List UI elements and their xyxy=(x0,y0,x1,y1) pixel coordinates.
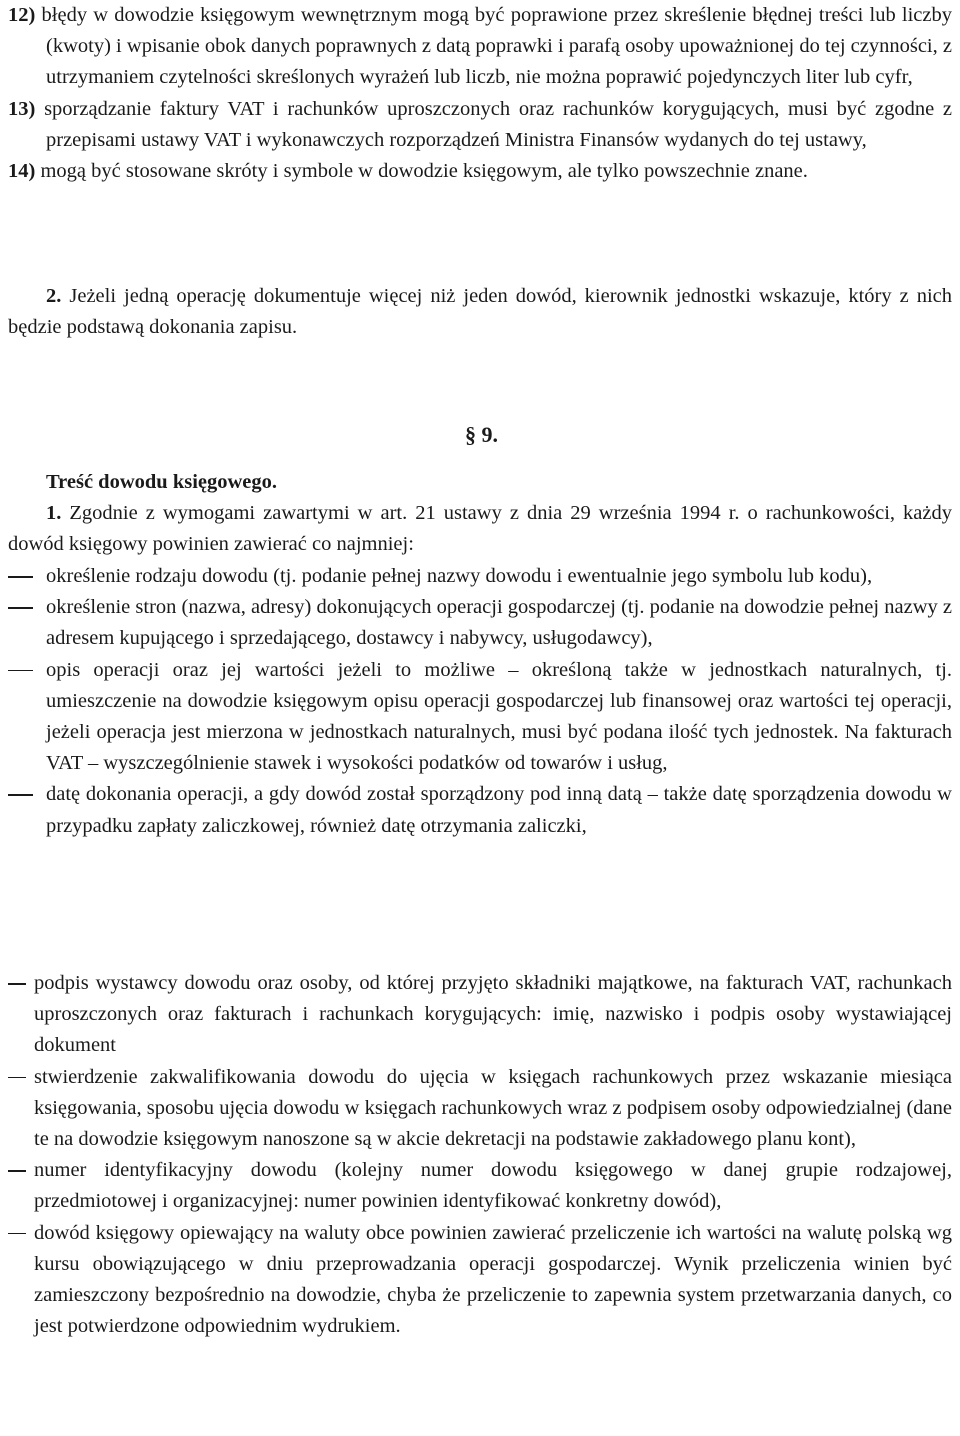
list-item-text: datę dokonania operacji, a gdy dowód został sporządzony pod inną datą – także datę sporządzenia dowodu w przypadku zapłaty zaliczkowej, również datę otrzymania zaliczki, xyxy=(46,783,952,837)
point-2 xyxy=(8,281,952,343)
item-text: sporządzanie faktury VAT i rachunków uproszczonych oraz rachunków korygujących, musi być zgodne z przepisami ustawy VAT i wykonawczych rozporządzeń Ministra Finansów wydanych do tej ustawy, xyxy=(44,97,952,151)
dash-bullet xyxy=(8,607,33,609)
list-item xyxy=(8,1155,952,1217)
list-item-text: podpis wystawcy dowodu oraz osoby, od której przyjęto składniki majątkowe, na fakturach VAT, rachunkach uproszczonych oraz fakturach i rachunkach korygujących: imię, nazwisko i podpis osoby wystawiającej dokument xyxy=(34,972,952,1057)
point-number: 2. xyxy=(46,285,62,307)
item-14 xyxy=(8,156,952,187)
item-number: 12) xyxy=(8,4,36,26)
dash-bullet xyxy=(8,1077,26,1079)
requirements-list-a xyxy=(8,561,952,842)
point-text: Jeżeli jedną operację dokumentuje więcej niż jeden dowód, kierownik jednostki wskazuje, który z nich będzie podstawą dokonania zapisu. xyxy=(8,285,952,339)
list-item xyxy=(8,592,952,654)
dash-bullet xyxy=(8,983,26,985)
list-item-text: stwierdzenie zakwalifikowania dowodu do ujęcia w księgach rachunkowych przez wskazanie miesiąca księgowania, sposobu ujęcia dowodu w księgach rachunkowych wraz z podpisem osoby odpowiedzialnej (dane te na dowodzie księgowym nanoszone są w akcie dekretacji na podstawie zakładowego planu kont), xyxy=(34,1065,952,1151)
section-number: § 9. xyxy=(465,422,498,447)
list-item-text: numer identyfikacyjny dowodu (kolejny numer dowodu księgowego w danej grupie rodzajowej, przedmiotowej i organizacyjnej: numer powinien identyfikować konkretny dowód), xyxy=(34,1159,952,1213)
list-item xyxy=(8,1062,952,1156)
list-item-text: określenie stron (nazwa, adresy) dokonujących operacji gospodarczej (tj. podanie na dowodzie pełnej nazwy z adresem kupującego i sprzedającego, dostawcy i nabywcy, usługodawcy), xyxy=(46,596,952,650)
items-top-list xyxy=(8,0,952,187)
dash-bullet xyxy=(8,794,33,796)
requirements-list-b xyxy=(8,968,952,1342)
list-item xyxy=(8,779,952,841)
list-item-text: opis operacji oraz jej wartości jeżeli to możliwe – określoną także w jednostkach naturalnych, tj. umieszczenie na dowodzie księgowym opisu operacji gospodarczej lub finansowej oraz wartości tej operacji, jeżeli operacja jest mierzona w jednostkach naturalnych, musi być podana ilość tych jednostek. Na fakturach VAT – wyszczególnienie stawek i wysokości podatków od towarów i usług, xyxy=(46,658,952,775)
item-12 xyxy=(8,0,952,94)
list-item xyxy=(8,655,952,780)
item-number: 13) xyxy=(8,97,36,120)
dash-bullet xyxy=(8,1170,26,1172)
item-text: mogą być stosowane skróty i symbole w dowodzie księgowym, ale tylko powszechnie znane. xyxy=(40,160,808,183)
item-13 xyxy=(8,94,952,156)
dash-bullet xyxy=(8,670,33,672)
point-number: 1. xyxy=(46,502,62,524)
list-item xyxy=(8,1218,952,1343)
point-text: Zgodnie z wymogami zawartymi w art. 21 ustawy z dnia 29 września 1994 r. o rachunkowości, każdy dowód księgowy powinien zawierać co najmniej: xyxy=(8,502,953,556)
item-number: 14) xyxy=(8,160,36,183)
point-1 xyxy=(8,498,952,560)
dash-bullet xyxy=(8,576,33,578)
list-item-text: określenie rodzaju dowodu (tj. podanie pełnej nazwy dowodu i ewentualnie jego symbolu lub kodu), xyxy=(46,565,873,587)
list-item-text: dowód księgowy opiewający na waluty obce powinien zawierać przeliczenie ich wartości na walutę polską wg kursu obowiązującego w dniu przeprowadzania operacji gospodarczej. Wynik przeliczenia winien być zamieszczony bezpośrednio na dowodzie, chyba że przeliczenie to zapewnia system przetwarzania danych, co jest potwierdzone odpowiednim wydrukiem. xyxy=(34,1221,952,1338)
item-text: błędy w dowodzie księgowym wewnętrznym mogą być poprawione przez skreślenie błędnej treści lub liczby (kwoty) i wpisanie obok danych poprawnych z datą poprawki i parafą osoby upoważnionej do tej czynności, z utrzymaniem czytelności skreślonych wyrażeń lub liczb, nie można poprawić pojedynczych liter lub cyfr, xyxy=(41,4,952,89)
dash-bullet xyxy=(8,1233,26,1235)
section-title: Treść dowodu księgowego. xyxy=(46,471,278,493)
list-item xyxy=(8,561,952,592)
list-item xyxy=(8,968,952,1062)
